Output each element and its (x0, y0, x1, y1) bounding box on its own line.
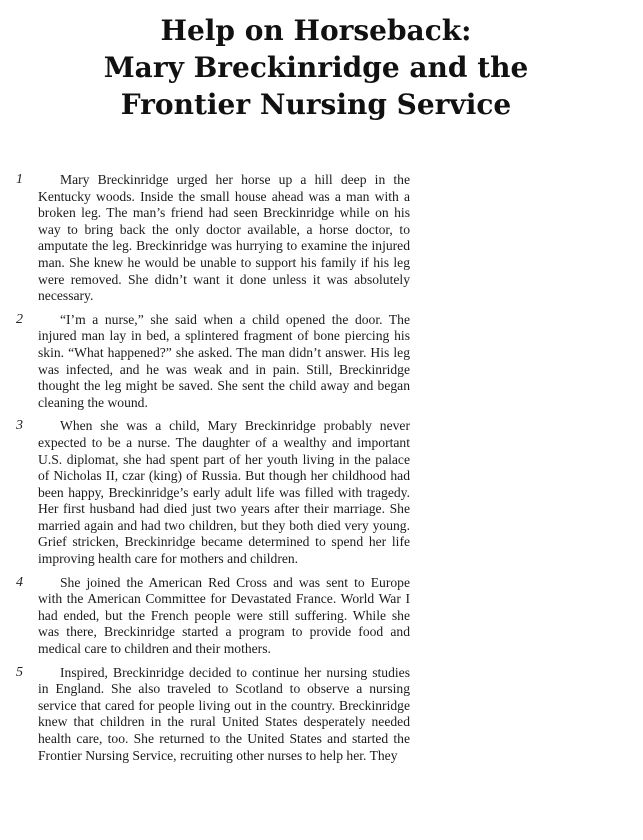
paragraph-5 (0, 665, 643, 765)
paragraph-text: When she was a child, Mary Breckinridge probably never expected to be a nurse. The daughter of a wealthy and important U.S. diplomat, she had spent part of her youth living in the palace of Nicholas II, czar (king) of Russia. But though her childhood had been happy, Breckinridge’s early adult life was filled with tragedy. Her first husband had died just two years after their marriage. She married again and had two children, but they both died very young. Grief stricken, Breckinridge became determined to spend her life improving health care for mothers and children. (38, 418, 410, 567)
paragraph-number: 4 (16, 574, 23, 590)
paragraph-text: Inspired, Breckinridge decided to continue her nursing studies in England. She also traveled to Scotland to observe a nursing service that cared for people living out in the country. Breckinridge knew that children in the rural United States desperately needed health care, too. She returned to the United States and started the Frontier Nursing Service, recruiting other nurses to help her. They (38, 664, 410, 763)
title-line-3: Frontier Nursing Service (120, 88, 512, 121)
paragraph-2 (0, 312, 643, 412)
title-line-2: Mary Breckinridge and the (103, 51, 529, 84)
paragraph-4 (0, 575, 643, 658)
paragraph-number: 3 (16, 418, 23, 434)
article-body (0, 172, 643, 771)
paragraph-number: 5 (16, 664, 23, 680)
paragraph-text: She joined the American Red Cross and was sent to Europe with the American Committee for Devastated France. World War I had ended, but the French people were still suffering. While she was there, Breckinridge started a program to provide food and medical care to children and their mothers. (38, 574, 410, 657)
paragraph-1 (0, 172, 643, 305)
page-title (0, 12, 632, 123)
paragraph-number: 2 (16, 311, 23, 327)
title-line-1: Help on Horseback: (160, 14, 472, 47)
paragraph-number: 1 (16, 172, 23, 187)
paragraph-3 (0, 418, 643, 567)
paragraph-text: “I’m a nurse,” she said when a child opened the door. The injured man lay in bed, a splintered fragment of bone piercing his skin. “What happened?” she asked. The man didn’t answer. His leg was infected, and he was weak and in pain. Still, Breckinridge thought the leg might be saved. She sent the child away and began cleaning the wound. (38, 311, 410, 410)
paragraph-text: Mary Breckinridge urged her horse up a hill deep in the Kentucky woods. Inside the small house ahead was a man with a broken leg. The man’s friend had seen Breckinridge while on his way to bring back the only doctor available, a horse doctor, to amputate the leg. Breckinridge was hurrying to examine the injured man. She knew he would be unable to support his family if his leg were removed. She didn’t want it done unless it was absolutely necessary. (38, 172, 410, 304)
